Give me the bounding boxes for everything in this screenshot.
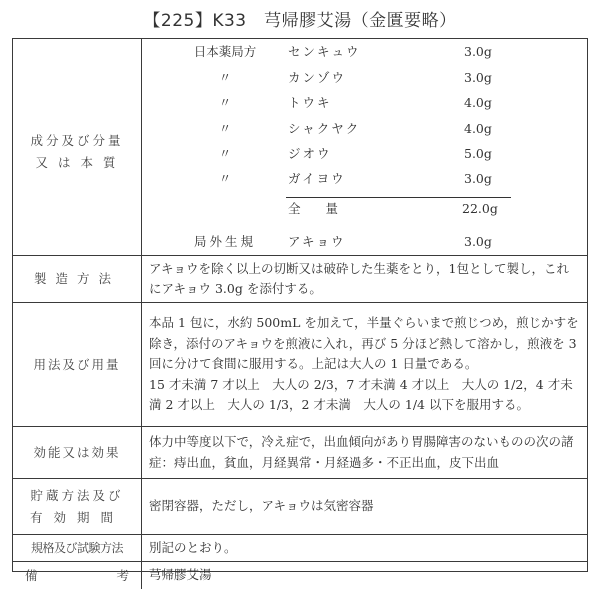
ingredient-source: 日本薬局方 [193,44,257,59]
row-efficacy [13,427,587,479]
storage-paragraph: 密閉容器，ただし，アキョウは気密容器 [149,498,374,514]
total-label: 全 量 [288,201,339,216]
ingredient-amount: 3.0g [464,44,492,59]
manufacturing-label-text: 製造方法 [33,271,120,286]
composition-label-line-2: 又 は 本 質 [35,155,119,170]
row-remarks [13,562,587,589]
ingredient-source: 〃 [218,70,232,85]
total-amount: 22.0g [462,201,498,216]
ingredient-source: 〃 [218,121,232,136]
standards-text [142,535,587,561]
remarks-label [13,562,142,589]
storage-label [13,479,142,534]
extra-source: 局外生規 [193,234,256,249]
row-dosage [13,303,587,427]
dosage-label-text: 用法及び用量 [33,356,121,372]
ingredient-name: トウキ [288,95,332,110]
ingredient-name: カンゾウ [288,70,347,85]
row-composition [13,39,587,256]
manufacturing-paragraph: アキョウを除く以上の切断又は破砕した生薬をとり，1包として製し，これにアキョウ 3.0g を添付する。 [149,260,569,296]
ingredient-source: 〃 [218,171,232,186]
efficacy-paragraph: 体力中等度以下で，冷え症で，出血傾向があり胃腸障害のないものの次の諸症：痔出血，貧血，月経異常・月経過多・不正出血，皮下出血 [149,434,574,470]
row-manufacturing [13,256,587,303]
extra-amount: 3.0g [464,234,492,249]
dosage-paragraph-1: 本品 1 包に，水約 500mL を加えて，半量ぐらいまで煎じつめ，煎じかすを除き，添付のアキョウを煎液に入れ，再び 5 分ほど熱して溶かし，煎液を 3 回に分けて食間に服用する。上記は大人の 1 日量である。 [149,315,579,372]
ingredient-amount: 3.0g [464,171,492,186]
storage-text [142,479,587,534]
remarks-paragraph: 芎帰膠艾湯 [149,567,212,583]
ingredient-name: ガイヨウ [288,171,346,186]
row-standards [13,535,587,562]
efficacy-text [142,427,587,478]
row-storage [13,479,587,535]
manufacturing-label [13,256,142,302]
ingredient-source: 〃 [218,95,232,110]
total-underline [286,197,511,198]
ingredient-amount: 4.0g [464,121,492,136]
composition-label [13,39,142,255]
extra-name: アキョウ [288,234,346,249]
standards-paragraph: 別記のとおり。 [149,539,237,555]
remarks-label-char: 備 [25,567,38,583]
ingredient-name: センキュウ [288,44,361,59]
ingredient-source: 〃 [218,146,232,161]
efficacy-label-text: 効能又は効果 [33,444,121,460]
formulation-table [12,38,588,583]
remarks-label-text [25,565,129,587]
storage-label-line-2: 有効期間 [29,509,124,525]
ingredient-amount: 5.0g [464,146,492,161]
ingredient-amount: 3.0g [464,70,492,85]
composition-list [142,39,587,255]
manufacturing-text [142,256,587,302]
dosage-label [13,303,142,426]
ingredient-amount: 4.0g [464,95,492,110]
remarks-label-char: 考 [116,567,129,583]
composition-label-line-1: 成分及び分量 [30,133,124,148]
dosage-paragraph-2: 15 才未満 7 才以上 大人の 2/3，7 才未満 4 才以上 大人の 1/2，4 才未満 2 才以上 大人の 1/3，2 才未満 大人の 1/4 以下を服用する。 [149,376,573,413]
dosage-text [142,303,587,426]
remarks-text [142,562,587,589]
efficacy-label [13,427,142,478]
page-title: 【225】K33 芎帰膠艾湯（金匱要略） [143,11,457,31]
ingredient-name: ジオウ [288,146,332,161]
ingredient-name: シャクヤク [288,121,361,136]
standards-label [13,535,142,561]
standards-label-text: 規格及び試験方法 [30,541,123,555]
storage-label-line-1: 貯蔵方法及び [30,487,124,503]
